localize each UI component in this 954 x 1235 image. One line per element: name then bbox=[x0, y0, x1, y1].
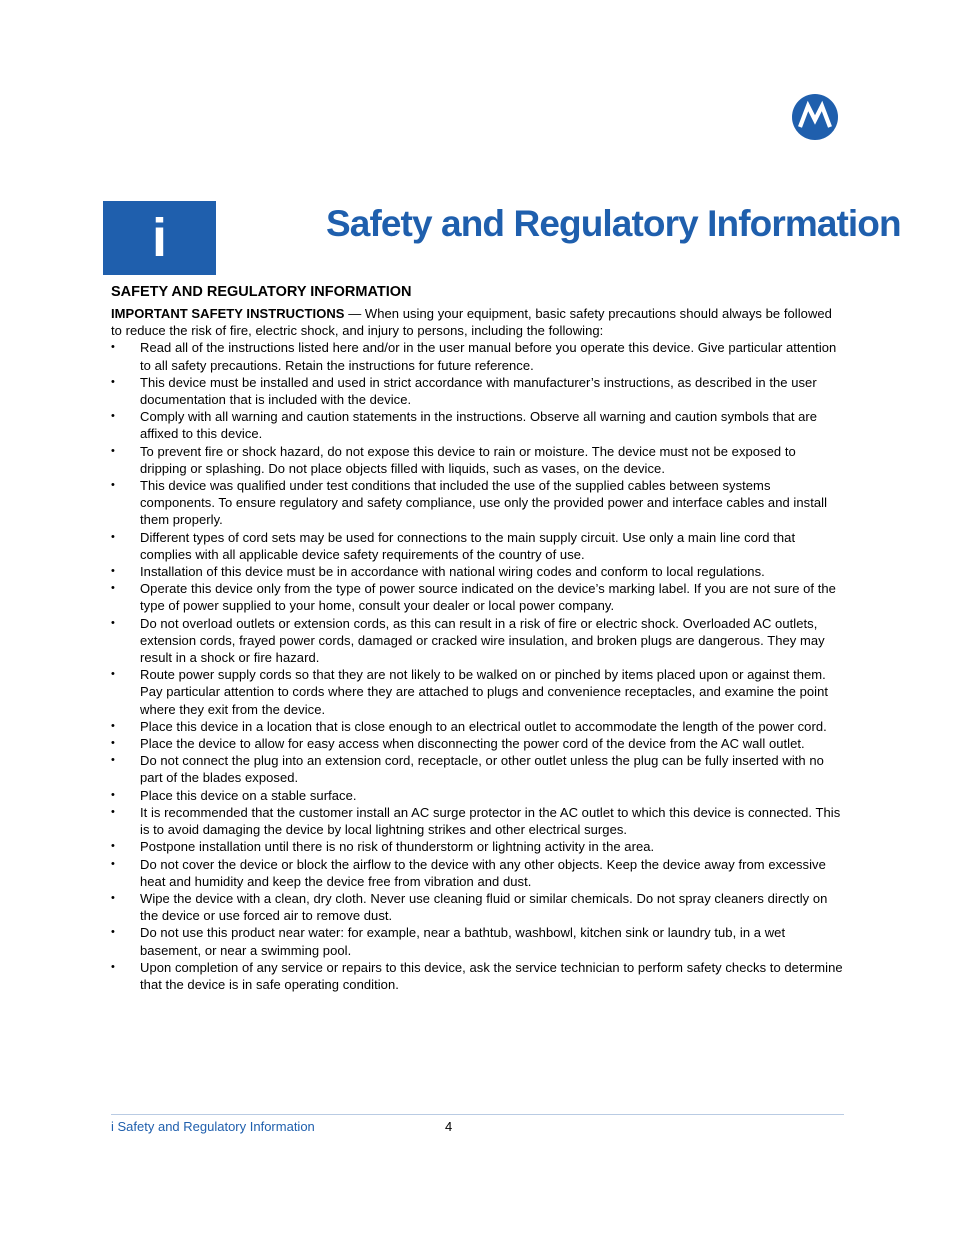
intro-bold-label: IMPORTANT SAFETY INSTRUCTIONS bbox=[111, 306, 345, 321]
list-item-text: This device was qualified under test conditions that included the use of the supplied cables between systems components. To ensure regulatory and safety compliance, use only the provided power and interface cables and install them properly. bbox=[140, 478, 828, 528]
list-item bbox=[111, 959, 846, 993]
list-item bbox=[111, 838, 846, 855]
chapter-marker: i bbox=[103, 201, 216, 275]
list-item bbox=[111, 787, 846, 804]
list-item bbox=[111, 443, 846, 477]
bullet-dot: • bbox=[111, 444, 115, 457]
list-item-text: Postpone installation until there is no risk of thunderstorm or lightning activity in the area. bbox=[140, 839, 655, 855]
footer-divider bbox=[111, 1114, 844, 1115]
list-item bbox=[111, 666, 846, 718]
list-item-text: Different types of cord sets may be used for connections to the main supply circuit. Use only a main line cord that complies with all applicable device safety requirements of the country of use. bbox=[140, 529, 796, 562]
bullet-dot: • bbox=[111, 960, 115, 973]
intro-paragraph bbox=[111, 305, 846, 339]
list-item-text: Place the device to allow for easy access when disconnecting the power cord of the device from the AC wall outlet. bbox=[140, 736, 805, 752]
list-item-text: Wipe the device with a clean, dry cloth. Never use cleaning fluid or similar chemicals. Do not spray cleaners directly on the device or use forced air to remove dust. bbox=[140, 890, 828, 924]
list-item-text: Place this device in a location that is close enough to an electrical outlet to accommodate the length of the power cord. bbox=[140, 718, 827, 734]
bullet-dot: • bbox=[111, 410, 115, 423]
list-item bbox=[111, 890, 846, 924]
motorola-logo-icon bbox=[792, 94, 838, 140]
list-item bbox=[111, 580, 846, 614]
list-item-text: Operate this device only from the type of power source indicated on the device’s marking label. If you are not sure of the type of power supplied to your home, consult your dealer or local power company. bbox=[140, 581, 836, 614]
list-item bbox=[111, 374, 846, 408]
list-item-text: This device must be installed and used in strict accordance with manufacturer’s instructions, as described in the user documentation that is included with the device. bbox=[140, 374, 817, 408]
list-item-text: Route power supply cords so that they are not likely to be walked on or pinched by items placed upon or against them. Pay particular attention to cords where they are attached to plugs and convenience receptacles, and examine the point where they exit from the device. bbox=[140, 667, 829, 717]
list-item-text: Place this device on a stable surface. bbox=[140, 787, 357, 803]
bullet-dot: • bbox=[111, 737, 115, 750]
list-item bbox=[111, 563, 846, 580]
list-item-text: Comply with all warning and caution statements in the instructions. Observe all warning and caution symbols that are affixed to this device. bbox=[140, 409, 818, 442]
intro-text: — When using your equipment, basic safety precautions should always be followed to reduce the risk of fire, electric shock, and injury to persons, including the following: bbox=[111, 306, 832, 339]
bullet-dot: • bbox=[111, 341, 115, 354]
footer-chapter-label: i Safety and Regulatory Information bbox=[111, 1119, 315, 1134]
section-heading: SAFETY AND REGULATORY INFORMATION bbox=[111, 284, 412, 300]
list-item bbox=[111, 408, 846, 442]
list-item bbox=[111, 718, 846, 735]
list-item bbox=[111, 924, 846, 958]
footer-page-number: 4 bbox=[445, 1119, 453, 1134]
bullet-dot: • bbox=[111, 375, 115, 388]
list-item bbox=[111, 477, 846, 529]
list-item-text: Read all of the instructions listed here and/or in the user manual before you operate this device. Give particular attention to all safety precautions. Retain the instructions for future reference. bbox=[140, 340, 837, 373]
bullet-dot: • bbox=[111, 926, 115, 939]
list-item-text: Do not use this product near water: for example, near a bathtub, washbowl, kitchen sink or laundry tub, in a wet basement, or near a swimming pool. bbox=[140, 925, 786, 958]
bullet-dot: • bbox=[111, 754, 115, 767]
list-item bbox=[111, 529, 846, 563]
list-item-text: Installation of this device must be in accordance with national wiring codes and conform to local regulations. bbox=[140, 564, 765, 580]
bullet-dot: • bbox=[111, 788, 115, 801]
safety-instructions-list bbox=[111, 339, 846, 993]
bullet-dot: • bbox=[111, 582, 115, 595]
list-item-text: Do not overload outlets or extension cords, as this can result in a risk of fire or electric shock. Overloaded AC outlets, extension cords, frayed power cords, damaged or cracked wire insulation, and broken plugs are dangerous. They may result in a shock or fire hazard. bbox=[140, 615, 825, 666]
list-item-text: Upon completion of any service or repairs to this device, ask the service technician to perform safety checks to determine that the device is in safe operating condition. bbox=[140, 959, 843, 992]
list-item bbox=[111, 615, 846, 667]
main-content bbox=[111, 283, 846, 993]
bullet-dot: • bbox=[111, 805, 115, 818]
bullet-dot: • bbox=[111, 857, 115, 870]
bullet-dot: • bbox=[111, 565, 115, 578]
list-item bbox=[111, 856, 846, 890]
list-item bbox=[111, 804, 846, 838]
list-item-text: It is recommended that the customer install an AC surge protector in the AC outlet to which this device is connected. This is to avoid damaging the device by local lightning strikes and other electrical surges. bbox=[140, 804, 841, 838]
list-item bbox=[111, 735, 846, 752]
list-item bbox=[111, 339, 846, 373]
bullet-dot: • bbox=[111, 891, 115, 904]
list-item bbox=[111, 752, 846, 786]
page-title: Safety and Regulatory Information bbox=[326, 203, 901, 244]
bullet-dot: • bbox=[111, 616, 115, 629]
list-item-text: Do not connect the plug into an extension cord, receptacle, or other outlet unless the plug can be fully inserted with no part of the blades exposed. bbox=[140, 753, 824, 786]
bullet-dot: • bbox=[111, 479, 115, 492]
bullet-dot: • bbox=[111, 719, 115, 732]
list-item-text: To prevent fire or shock hazard, do not expose this device to rain or moisture. The device must not be exposed to dripping or splashing. Do not place objects filled with liquids, such as vases, on the device. bbox=[140, 443, 796, 476]
bullet-dot: • bbox=[111, 668, 115, 681]
bullet-dot: • bbox=[111, 840, 115, 853]
bullet-dot: • bbox=[111, 530, 115, 543]
list-item-text: Do not cover the device or block the airflow to the device with any other objects. Keep the device away from excessive heat and humidity and keep the device free from vibration and dust. bbox=[140, 856, 826, 889]
